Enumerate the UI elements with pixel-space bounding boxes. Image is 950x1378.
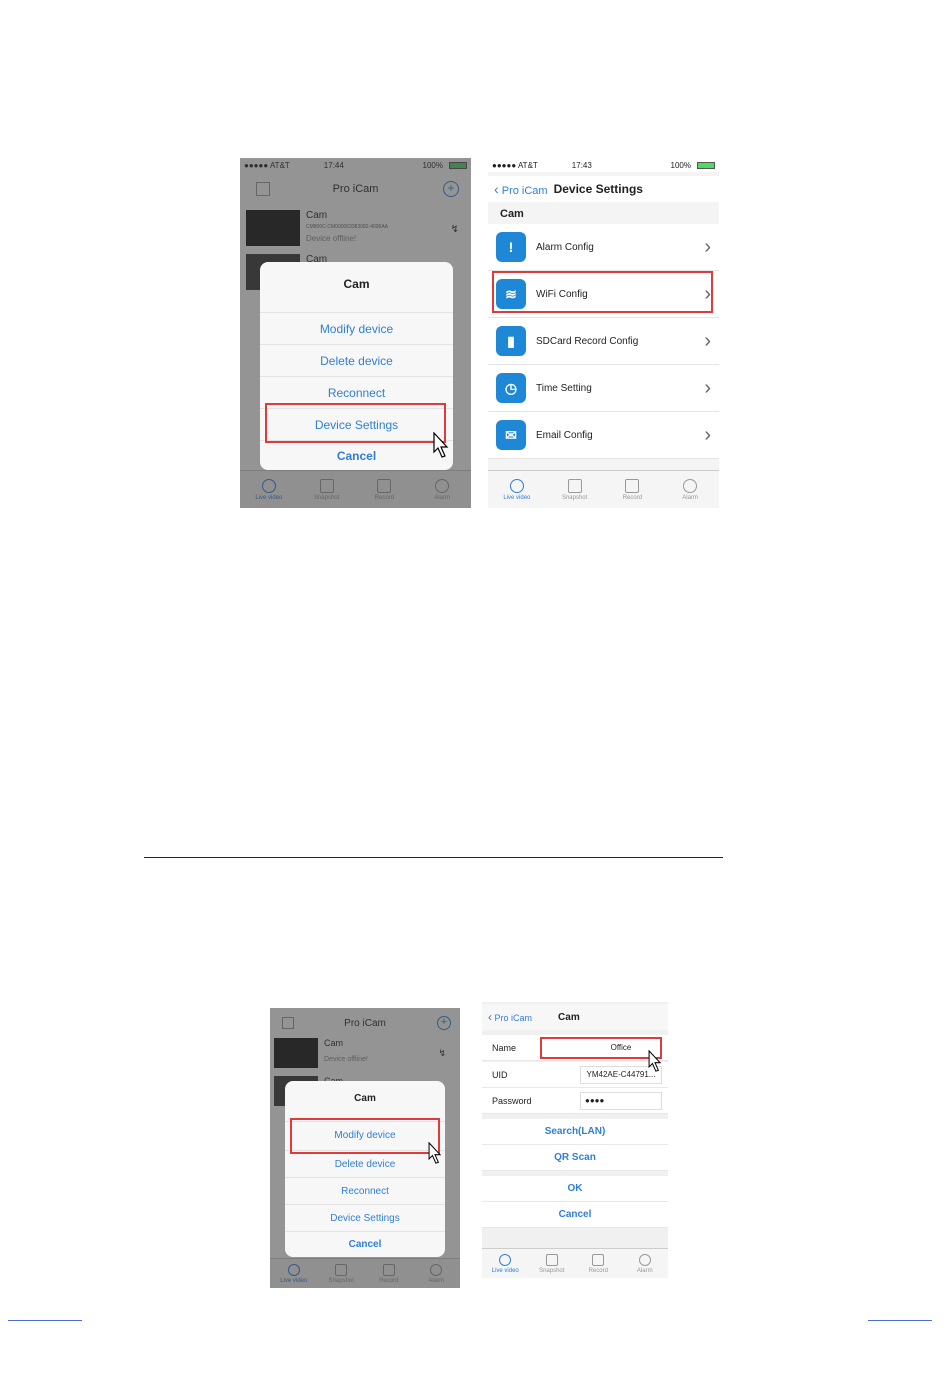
image-icon xyxy=(568,479,582,493)
nav-bar xyxy=(488,176,719,202)
device-settings-button[interactable]: Device Settings xyxy=(260,408,453,440)
row-label: Time Setting xyxy=(536,382,592,394)
row-label: Email Config xyxy=(536,429,593,441)
chevron-left-icon: ‹ xyxy=(488,1010,492,1024)
record-icon xyxy=(592,1254,604,1266)
tab-record[interactable] xyxy=(575,1249,622,1278)
sheet-title: Cam xyxy=(354,1093,376,1104)
row-label: WiFi Config xyxy=(536,288,588,300)
chevron-left-icon: ‹ xyxy=(494,181,499,197)
chevron-right-icon: › xyxy=(704,329,711,352)
record-icon xyxy=(625,479,639,493)
footer-line-right xyxy=(868,1320,932,1321)
password-field[interactable]: ●●●● xyxy=(580,1092,662,1110)
email-config-row[interactable] xyxy=(488,412,719,459)
cancel-button[interactable]: Cancel xyxy=(285,1231,445,1257)
section-divider xyxy=(144,857,723,858)
alarm-config-row[interactable] xyxy=(488,224,719,271)
status-bar xyxy=(488,158,719,172)
tab-label: Record xyxy=(622,494,643,501)
chevron-right-icon: › xyxy=(704,235,711,258)
sdcard-icon: ▮ xyxy=(496,326,526,356)
action-sheet xyxy=(285,1081,445,1257)
warning-icon: ! xyxy=(496,232,526,262)
tab-label: Alarm xyxy=(636,1267,653,1274)
tab-live-video[interactable] xyxy=(488,471,546,508)
screenshot-edit-device xyxy=(482,1002,668,1278)
sdcard-record-config-row[interactable] xyxy=(488,318,719,365)
tab-label: Live video xyxy=(503,494,531,501)
alarm-icon xyxy=(639,1254,651,1266)
tab-label: Live video xyxy=(491,1267,519,1274)
chevron-right-icon: › xyxy=(704,282,711,305)
screenshot-modify-device-menu xyxy=(270,1008,460,1288)
modify-device-button[interactable]: Modify device xyxy=(260,312,453,344)
section-header: Cam xyxy=(500,208,524,220)
back-label: Pro iCam xyxy=(501,185,548,197)
highlight-box xyxy=(492,271,713,313)
tab-alarm[interactable] xyxy=(661,471,719,508)
password-row xyxy=(482,1088,668,1114)
tab-label: Snapshot xyxy=(539,1267,565,1274)
screenshot-device-list-menu xyxy=(240,158,471,508)
tab-bar xyxy=(488,470,719,508)
footer-line-left xyxy=(8,1320,82,1321)
back-label: Pro iCam xyxy=(494,1013,533,1023)
field-label: Password xyxy=(492,1095,532,1106)
search-lan-button[interactable]: Search(LAN) xyxy=(482,1119,668,1145)
sheet-title: Cam xyxy=(343,277,370,291)
carrier-label: ●●●●● AT&T xyxy=(492,160,538,170)
back-button[interactable] xyxy=(494,181,548,197)
back-button[interactable] xyxy=(488,1010,532,1024)
tab-bar xyxy=(482,1248,668,1278)
ok-button[interactable]: OK xyxy=(482,1176,668,1202)
reconnect-button[interactable]: Reconnect xyxy=(285,1177,445,1204)
time-label: 17:43 xyxy=(571,160,592,170)
tab-record[interactable] xyxy=(604,471,662,508)
nav-bar xyxy=(482,1004,668,1030)
page-title: Device Settings xyxy=(553,182,643,196)
modify-device-button[interactable]: Modify device xyxy=(285,1121,445,1148)
row-label: Alarm Config xyxy=(536,241,594,253)
wifi-icon: ≋ xyxy=(496,279,526,309)
highlight-box xyxy=(290,1118,440,1154)
screenshot-device-settings xyxy=(488,158,719,508)
name-field[interactable]: Office xyxy=(610,1043,632,1052)
delete-device-button[interactable]: Delete device xyxy=(285,1150,445,1177)
tab-alarm[interactable] xyxy=(622,1249,669,1278)
action-sheet xyxy=(260,262,453,470)
battery-icon xyxy=(697,162,715,169)
camera-icon xyxy=(499,1254,511,1266)
chevron-right-icon: › xyxy=(704,376,711,399)
battery-label: 100% xyxy=(670,160,691,170)
uid-field[interactable]: YM42AE-C44791... xyxy=(580,1066,662,1084)
alarm-icon xyxy=(683,479,697,493)
time-setting-row[interactable] xyxy=(488,365,719,412)
cancel-button[interactable]: Cancel xyxy=(260,440,453,470)
image-icon xyxy=(546,1254,558,1266)
page-title: Cam xyxy=(558,1011,580,1023)
camera-icon xyxy=(510,479,524,493)
qr-scan-button[interactable]: QR Scan xyxy=(482,1145,668,1171)
highlight-box xyxy=(265,403,446,443)
field-label: UID xyxy=(492,1069,508,1080)
device-settings-button[interactable]: Device Settings xyxy=(285,1204,445,1231)
tab-live-video[interactable] xyxy=(482,1249,529,1278)
cancel-button[interactable]: Cancel xyxy=(482,1202,668,1228)
row-label: SDCard Record Config xyxy=(536,335,639,347)
tab-snapshot[interactable] xyxy=(529,1249,576,1278)
tab-snapshot[interactable] xyxy=(546,471,604,508)
uid-row xyxy=(482,1062,668,1088)
field-label: Name xyxy=(492,1042,517,1053)
chevron-right-icon: › xyxy=(704,423,711,446)
mail-icon: ✉ xyxy=(496,420,526,450)
reconnect-button[interactable]: Reconnect xyxy=(260,376,453,408)
tab-label: Record xyxy=(588,1267,608,1274)
tab-label: Snapshot xyxy=(561,494,588,501)
clock-icon: ◷ xyxy=(496,373,526,403)
tab-label: Alarm xyxy=(682,494,698,501)
delete-device-button[interactable]: Delete device xyxy=(260,344,453,376)
highlight-box xyxy=(540,1037,662,1059)
